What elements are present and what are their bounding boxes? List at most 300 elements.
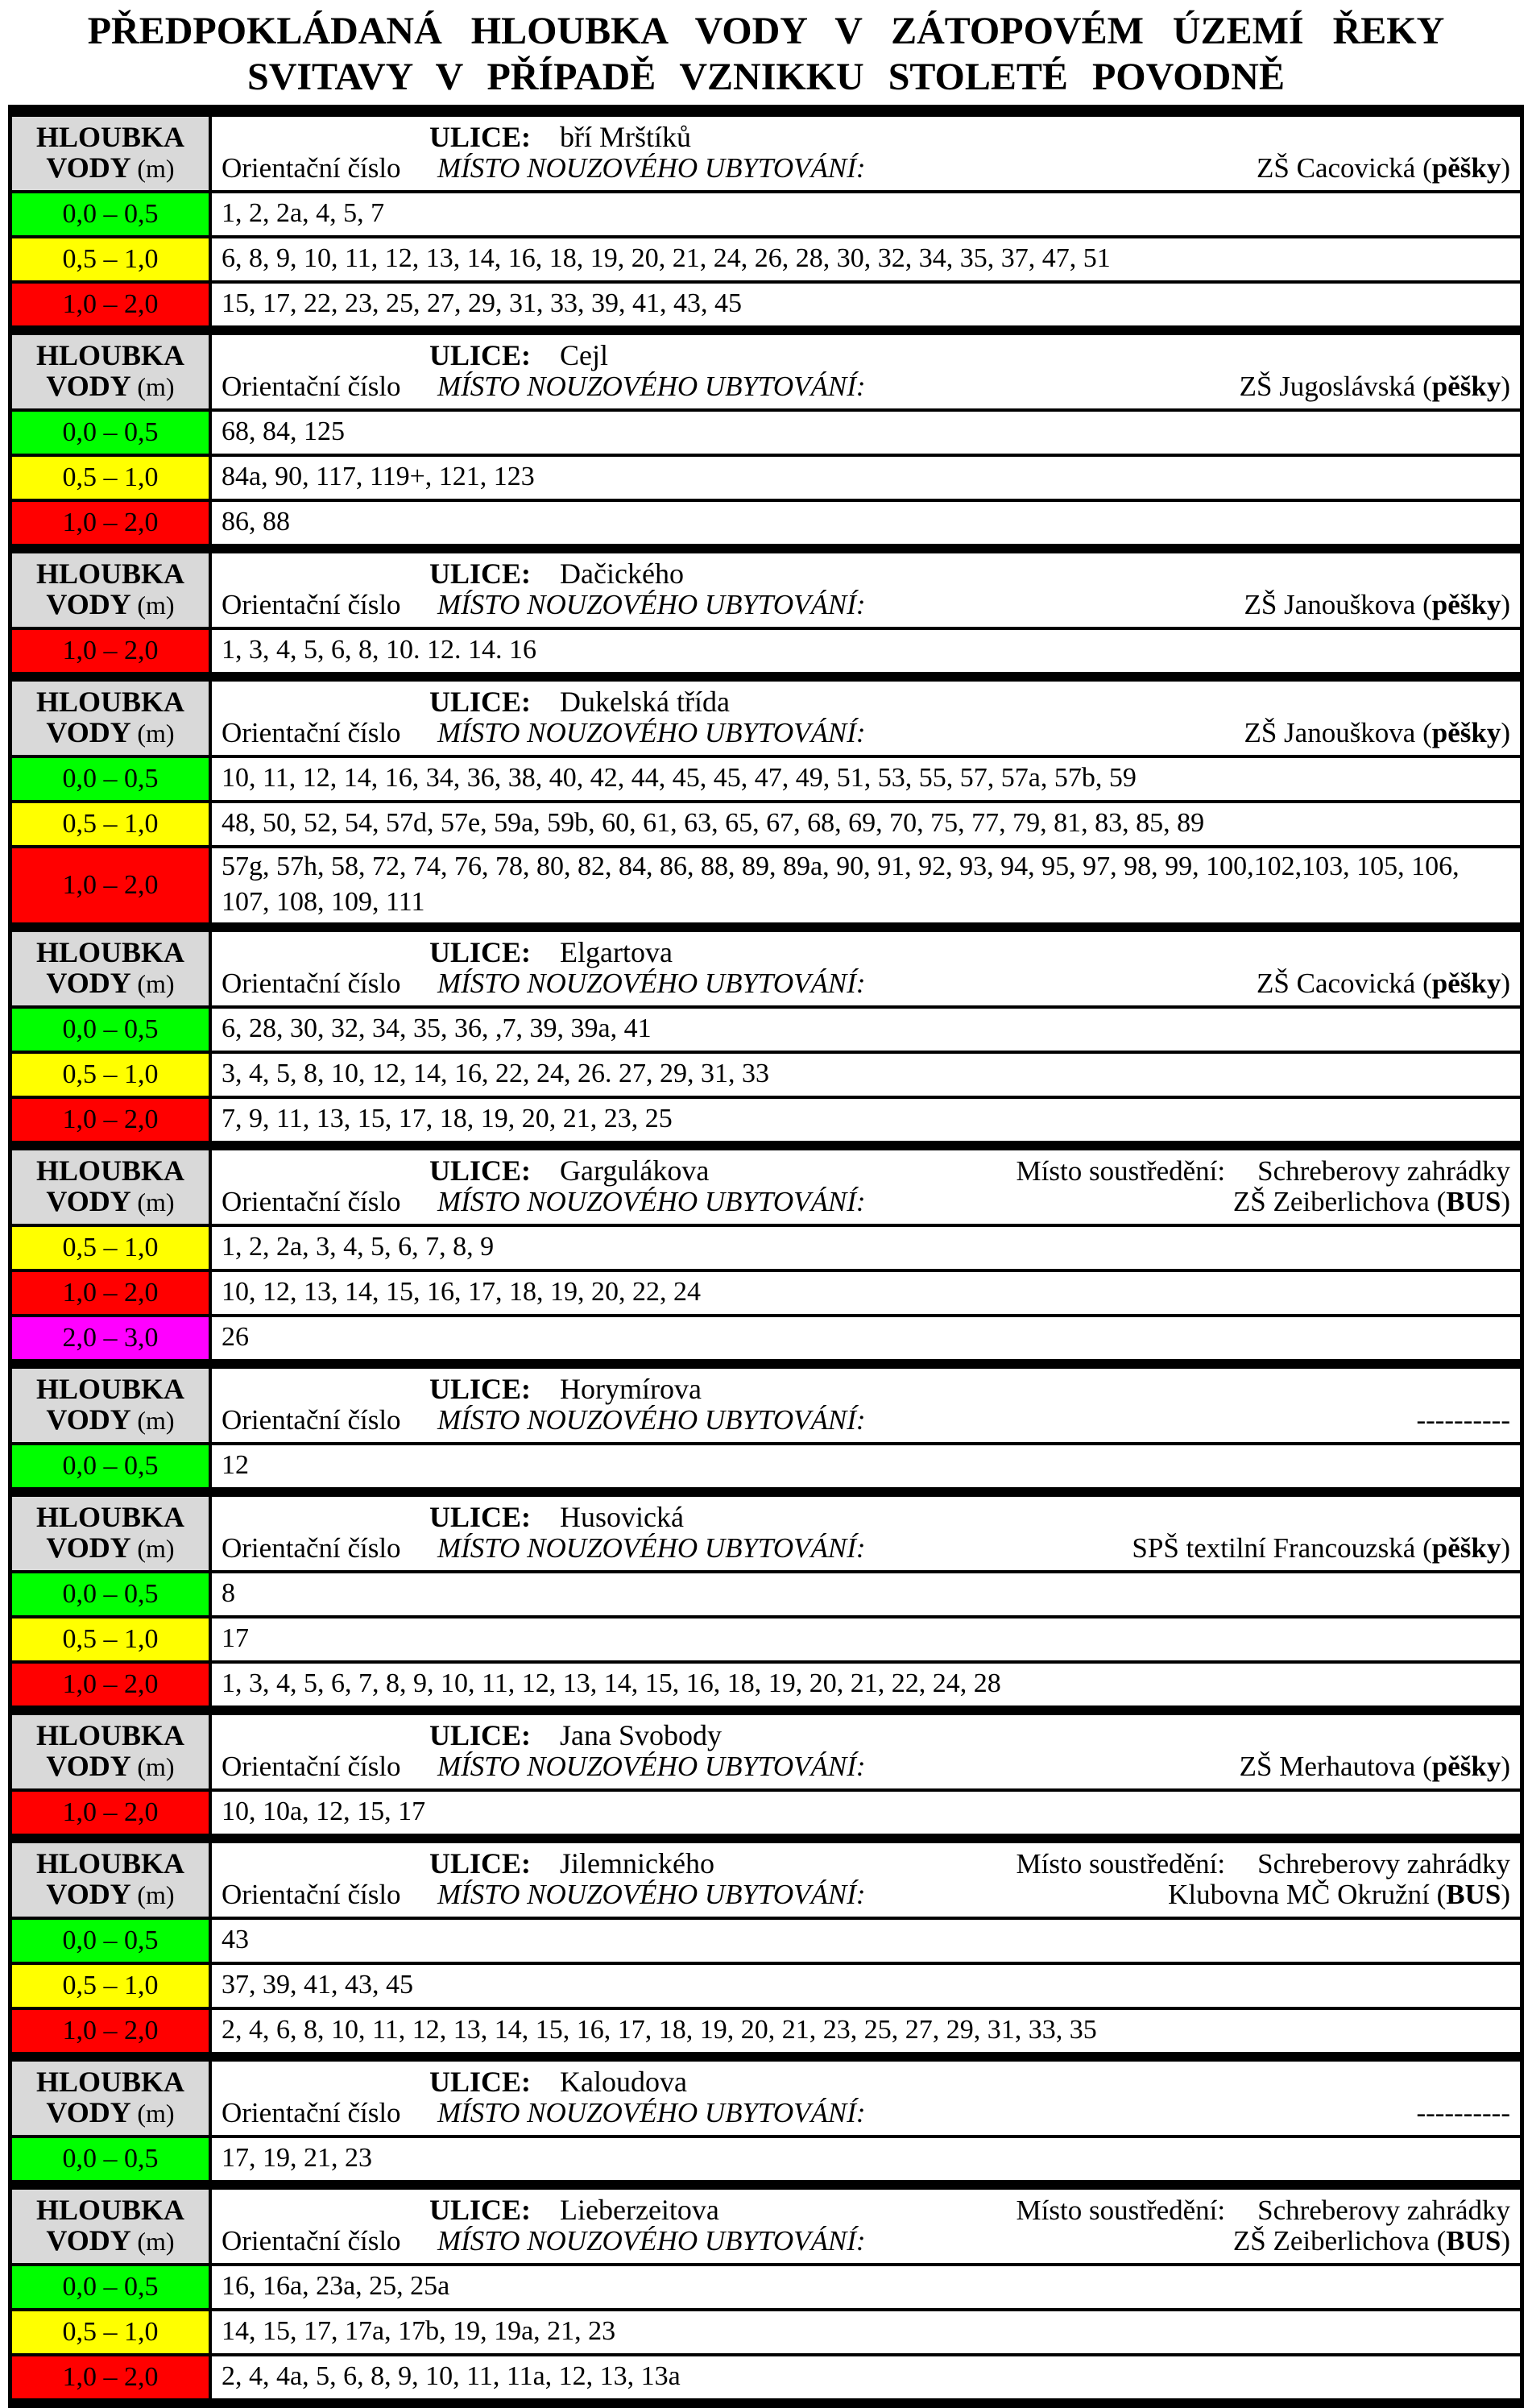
house-numbers-cell: 15, 17, 22, 23, 25, 27, 29, 31, 33, 39, 41, 43, 45 [222, 288, 742, 318]
section-header [12, 553, 1520, 627]
depth-header-cell [12, 1715, 212, 1788]
emergency-shelter-value [1228, 590, 1510, 620]
shelter-line [222, 968, 1510, 999]
house-numbers-cell: 10, 12, 13, 14, 15, 16, 17, 18, 19, 20, 22, 24 [222, 1277, 701, 1307]
street-line [222, 340, 1510, 371]
depth-range-cell: 0,0 – 0,5 [12, 193, 212, 235]
depth-range-cell: 0,0 – 0,5 [12, 1920, 212, 1962]
depth-header-vody: VODY [46, 370, 130, 402]
orientation-number-label: Orientační číslo [222, 1751, 401, 1782]
title-line-1: PŘEDPOKLÁDANÁ HLOUBKA VODY V ZÁTOPOVÉM ÚZEMÍ ŘEKY [87, 10, 1445, 52]
depth-unit: (m) [137, 719, 175, 748]
emergency-shelter-value [1400, 2098, 1510, 2128]
orientation-number-label: Orientační číslo [222, 371, 401, 402]
shelter-line [222, 153, 1510, 184]
house-numbers-cell: 7, 9, 11, 13, 15, 17, 18, 19, 20, 21, 23, 25 [222, 1104, 673, 1134]
street-name: Gargulákova [560, 1154, 710, 1187]
depth-range-cell: 0,0 – 0,5 [12, 2266, 212, 2308]
shelter-suffix: ) [1501, 589, 1510, 620]
shelter-name: ZŠ Cacovická ( [1257, 152, 1432, 184]
house-numbers-cell: 1, 3, 4, 5, 6, 8, 10. 12. 14. 16 [222, 635, 536, 665]
street-label: ULICE: [429, 339, 532, 371]
depth-unit: (m) [137, 1752, 175, 1781]
section-header [12, 1150, 1520, 1224]
house-numbers-cell: 48, 50, 52, 54, 57d, 57e, 59a, 59b, 60, 61, 63, 65, 67, 68, 69, 70, 75, 77, 79, 81, 83, 85, 89 [222, 808, 1205, 838]
depth-row [12, 235, 1520, 280]
house-numbers-cell: 16, 16a, 23a, 25, 25a [222, 2271, 450, 2301]
shelter-name: ---------- [1416, 2097, 1510, 2128]
street-section [12, 2190, 1520, 2408]
depth-unit: (m) [137, 591, 175, 620]
depth-range-cell: 0,5 – 1,0 [12, 1965, 212, 2007]
depth-header-word2 [46, 1879, 174, 1910]
depth-unit: (m) [137, 2227, 175, 2256]
emergency-shelter-label: MÍSTO NOUZOVÉHO UBYTOVÁNÍ: [437, 2225, 866, 2257]
depth-header-cell [12, 1150, 212, 1224]
shelter-name: ZŠ Zeiberlichova ( [1232, 2225, 1447, 2257]
depth-range-cell: 0,0 – 0,5 [12, 1009, 212, 1051]
assembly-point [1017, 1849, 1510, 1880]
shelter-suffix: ) [1501, 717, 1510, 748]
depth-row [12, 1962, 1520, 2007]
depth-header-cell [12, 932, 212, 1005]
street-line [222, 937, 1510, 968]
shelter-transport-mode: pěšky [1431, 371, 1501, 402]
depth-row [12, 845, 1520, 922]
shelter-transport-mode: pěšky [1431, 968, 1501, 999]
depth-header-vody: VODY [46, 2224, 130, 2257]
depth-row [12, 454, 1520, 499]
house-numbers-cell: 86, 88 [222, 507, 290, 537]
street-section [12, 117, 1520, 335]
depth-header-cell [12, 2062, 212, 2135]
depth-range-cell: 1,0 – 2,0 [12, 2010, 212, 2052]
shelter-line [222, 371, 1510, 402]
depth-header-word1: HLOUBKA [35, 1847, 185, 1880]
house-numbers-cell: 1, 2, 2a, 4, 5, 7 [222, 198, 385, 228]
emergency-shelter-value [1228, 718, 1510, 748]
depth-header-word2 [46, 2225, 174, 2257]
depth-row [12, 408, 1520, 454]
flood-depth-table [8, 105, 1524, 2408]
shelter-line [222, 1187, 1510, 1217]
shelter-suffix: ) [1501, 1186, 1510, 1217]
depth-range-cell: 0,5 – 1,0 [12, 1054, 212, 1096]
shelter-line [222, 1751, 1510, 1782]
street-label: ULICE: [429, 1373, 532, 1405]
house-numbers-cell: 1, 2, 2a, 3, 4, 5, 6, 7, 8, 9 [222, 1232, 495, 1262]
depth-range-cell: 0,0 – 0,5 [12, 758, 212, 800]
street-line [222, 1155, 1510, 1187]
section-header-right [212, 1715, 1520, 1788]
section-header-right [212, 1497, 1520, 1570]
shelter-name: Klubovna MČ Okružní ( [1168, 1879, 1447, 1910]
depth-row [12, 1269, 1520, 1314]
street-name: Horymírova [560, 1373, 702, 1405]
shelter-name: SPŠ textilní Francouzská ( [1132, 1532, 1432, 1564]
depth-row [12, 2263, 1520, 2308]
street-label: ULICE: [429, 2066, 532, 2098]
section-header [12, 2190, 1520, 2263]
depth-row [12, 1005, 1520, 1051]
street-line [222, 2066, 1510, 2097]
emergency-shelter-value [1217, 2226, 1510, 2257]
assembly-value: Schreberovy zahrádky [1257, 1155, 1510, 1187]
house-numbers-cell: 8 [222, 1578, 235, 1608]
depth-header-word1: HLOUBKA [35, 1154, 185, 1187]
house-numbers-cell: 68, 84, 125 [222, 417, 345, 446]
street-section [12, 932, 1520, 1150]
section-header-right [212, 2062, 1520, 2135]
depth-range-cell: 0,5 – 1,0 [12, 2311, 212, 2353]
house-numbers-cell: 37, 39, 41, 43, 45 [222, 1970, 413, 2000]
emergency-shelter-label: MÍSTO NOUZOVÉHO UBYTOVÁNÍ: [437, 968, 866, 999]
street-line [222, 558, 1510, 589]
assembly-label: Místo soustředění: [1016, 1155, 1226, 1187]
street-label: ULICE: [429, 1154, 532, 1187]
shelter-suffix: ) [1501, 968, 1510, 999]
house-numbers-cell: 43 [222, 1925, 249, 1954]
orientation-number-label: Orientační číslo [222, 152, 401, 184]
depth-range-cell: 0,5 – 1,0 [12, 238, 212, 280]
depth-unit: (m) [137, 1406, 175, 1435]
depth-header-cell [12, 117, 212, 190]
shelter-transport-mode: pěšky [1431, 589, 1501, 620]
section-header-right [212, 2190, 1520, 2263]
house-numbers-cell: 2, 4, 4a, 5, 6, 8, 9, 10, 11, 11a, 12, 13, 13a [222, 2361, 681, 2391]
depth-header-vody: VODY [46, 716, 130, 748]
street-label: ULICE: [429, 936, 532, 968]
shelter-suffix: ) [1501, 1532, 1510, 1564]
street-name: Husovická [560, 1501, 684, 1533]
shelter-transport-mode: BUS [1446, 1186, 1501, 1217]
emergency-shelter-label: MÍSTO NOUZOVÉHO UBYTOVÁNÍ: [437, 2097, 866, 2128]
street-line [222, 122, 1510, 152]
assembly-label: Místo soustředění: [1016, 2195, 1226, 2226]
depth-header-cell [12, 1369, 212, 1442]
section-header [12, 1497, 1520, 1570]
depth-unit: (m) [137, 1880, 175, 1909]
depth-range-cell: 0,0 – 0,5 [12, 412, 212, 454]
emergency-shelter-value [1400, 1405, 1510, 1436]
shelter-transport-mode: pěšky [1431, 1532, 1501, 1564]
depth-header-cell [12, 682, 212, 755]
depth-header-word1: HLOUBKA [35, 339, 185, 371]
depth-unit: (m) [137, 2099, 175, 2128]
depth-row [12, 1224, 1520, 1269]
house-numbers-cell: 3, 4, 5, 8, 10, 12, 14, 16, 22, 24, 26. 27, 29, 31, 33 [222, 1059, 769, 1088]
depth-header-vody: VODY [46, 1531, 130, 1564]
shelter-transport-mode: pěšky [1431, 1751, 1501, 1782]
depth-header-word2 [46, 2097, 174, 2128]
street-name: Dukelská třída [560, 686, 730, 718]
street-line [222, 1720, 1510, 1751]
depth-header-word2 [46, 1186, 174, 1217]
depth-range-cell: 0,0 – 0,5 [12, 1573, 212, 1615]
shelter-transport-mode: pěšky [1431, 152, 1501, 184]
section-header-right [212, 335, 1520, 408]
depth-row [12, 190, 1520, 235]
street-section [12, 682, 1520, 932]
shelter-suffix: ) [1501, 371, 1510, 402]
emergency-shelter-label: MÍSTO NOUZOVÉHO UBYTOVÁNÍ: [437, 1879, 866, 1910]
shelter-line [222, 1880, 1510, 1910]
depth-header-cell [12, 1843, 212, 1917]
orientation-number-label: Orientační číslo [222, 717, 401, 748]
depth-row [12, 280, 1520, 325]
emergency-shelter-value [1116, 1533, 1510, 1564]
section-header-right [212, 1150, 1520, 1224]
depth-row [12, 1660, 1520, 1705]
emergency-shelter-label: MÍSTO NOUZOVÉHO UBYTOVÁNÍ: [437, 1532, 866, 1564]
shelter-line [222, 2098, 1510, 2128]
document-title [8, 0, 1524, 100]
shelter-line [222, 2226, 1510, 2257]
depth-header-word1: HLOUBKA [35, 936, 185, 968]
depth-row [12, 2353, 1520, 2398]
depth-header-word1: HLOUBKA [35, 2066, 185, 2098]
depth-row [12, 1314, 1520, 1359]
emergency-shelter-label: MÍSTO NOUZOVÉHO UBYTOVÁNÍ: [437, 1751, 866, 1782]
house-numbers-cell: 12 [222, 1450, 249, 1480]
depth-row [12, 2308, 1520, 2353]
depth-header-word2 [46, 1404, 174, 1436]
section-header-right [212, 932, 1520, 1005]
depth-row [12, 1917, 1520, 1962]
section-header-right [212, 1843, 1520, 1917]
street-section [12, 335, 1520, 553]
depth-range-cell: 1,0 – 2,0 [12, 284, 212, 325]
depth-range-cell: 1,0 – 2,0 [12, 848, 212, 922]
shelter-suffix: ) [1501, 1879, 1510, 1910]
street-line [222, 1848, 1510, 1880]
depth-header-word2 [46, 968, 174, 999]
shelter-name: ZŠ Janouškova ( [1244, 717, 1432, 748]
street-line [222, 2195, 1510, 2226]
section-header [12, 335, 1520, 408]
orientation-number-label: Orientační číslo [222, 1532, 401, 1564]
house-numbers-cell: 17, 19, 21, 23 [222, 2143, 372, 2173]
house-numbers-cell: 10, 10a, 12, 15, 17 [222, 1797, 426, 1826]
depth-header-word2 [46, 371, 174, 402]
emergency-shelter-label: MÍSTO NOUZOVÉHO UBYTOVÁNÍ: [437, 152, 866, 184]
assembly-value: Schreberovy zahrádky [1257, 2195, 1510, 2226]
assembly-label: Místo soustředění: [1016, 1848, 1226, 1880]
street-section [12, 1843, 1520, 2062]
depth-header-word2 [46, 717, 174, 748]
depth-row [12, 1051, 1520, 1096]
depth-row [12, 1788, 1520, 1834]
shelter-name: ZŠ Merhautova ( [1239, 1751, 1432, 1782]
depth-range-cell: 2,0 – 3,0 [12, 1317, 212, 1359]
street-label: ULICE: [429, 1847, 532, 1880]
orientation-number-label: Orientační číslo [222, 2225, 401, 2257]
depth-range-cell: 1,0 – 2,0 [12, 1792, 212, 1834]
depth-unit: (m) [137, 1534, 175, 1563]
depth-header-word2 [46, 1532, 174, 1564]
house-numbers-cell: 57g, 57h, 58, 72, 74, 76, 78, 80, 82, 84, 86, 88, 89, 89a, 90, 91, 92, 93, 94, 95, 97, 98, 99, 100,102,103, 105, 106, 107, 108, 109, 111 [222, 852, 1460, 917]
section-header [12, 1715, 1520, 1788]
depth-unit: (m) [137, 154, 175, 183]
street-name: Cejl [560, 339, 609, 371]
depth-header-vody: VODY [46, 1750, 130, 1782]
depth-header-cell [12, 335, 212, 408]
street-label: ULICE: [429, 2194, 532, 2226]
depth-header-word1: HLOUBKA [35, 1501, 185, 1533]
depth-range-cell: 1,0 – 2,0 [12, 502, 212, 544]
section-header [12, 682, 1520, 755]
shelter-name: ZŠ Janouškova ( [1244, 589, 1432, 620]
street-line [222, 1374, 1510, 1404]
street-name: Dačického [560, 557, 684, 590]
house-numbers-cell: 26 [222, 1322, 249, 1352]
shelter-suffix: ) [1501, 152, 1510, 184]
house-numbers-cell: 6, 28, 30, 32, 34, 35, 36, ,7, 39, 39a, 41 [222, 1013, 652, 1043]
section-header-right [212, 1369, 1520, 1442]
depth-header-word1: HLOUBKA [35, 121, 185, 153]
section-header [12, 1369, 1520, 1442]
depth-header-word1: HLOUBKA [35, 1719, 185, 1751]
section-header-right [212, 117, 1520, 190]
depth-row [12, 1615, 1520, 1660]
house-numbers-cell: 17 [222, 1623, 249, 1653]
shelter-suffix: ) [1501, 1751, 1510, 1782]
shelter-line [222, 1533, 1510, 1564]
street-name: Jana Svobody [560, 1719, 723, 1751]
orientation-number-label: Orientační číslo [222, 1404, 401, 1436]
depth-header-cell [12, 1497, 212, 1570]
street-name: Kaloudova [560, 2066, 687, 2098]
street-label: ULICE: [429, 686, 532, 718]
house-numbers-cell: 84a, 90, 117, 119+, 121, 123 [222, 462, 535, 491]
shelter-name: ZŠ Zeiberlichova ( [1232, 1186, 1447, 1217]
orientation-number-label: Orientační číslo [222, 968, 401, 999]
depth-header-word2 [46, 1751, 174, 1782]
depth-range-cell: 1,0 – 2,0 [12, 1664, 212, 1705]
depth-header-word1: HLOUBKA [35, 686, 185, 718]
section-header [12, 117, 1520, 190]
depth-header-word2 [46, 152, 174, 184]
house-numbers-cell: 1, 3, 4, 5, 6, 7, 8, 9, 10, 11, 12, 13, 14, 15, 16, 18, 19, 20, 21, 22, 24, 28 [222, 1668, 1001, 1698]
street-name: Jilemnického [560, 1847, 714, 1880]
house-numbers-cell: 6, 8, 9, 10, 11, 12, 13, 14, 16, 18, 19, 20, 21, 24, 26, 28, 30, 32, 34, 35, 37, 47, 51 [222, 243, 1111, 273]
depth-header-cell [12, 553, 212, 627]
depth-header-vody: VODY [46, 151, 130, 184]
depth-header-vody: VODY [46, 1185, 130, 1217]
house-numbers-cell: 14, 15, 17, 17a, 17b, 19, 19a, 21, 23 [222, 2316, 616, 2346]
street-section [12, 1150, 1520, 1369]
depth-range-cell: 0,5 – 1,0 [12, 457, 212, 499]
street-label: ULICE: [429, 1719, 532, 1751]
section-header [12, 932, 1520, 1005]
street-name: Lieberzeitova [560, 2194, 719, 2226]
assembly-value: Schreberovy zahrádky [1257, 1848, 1510, 1880]
assembly-point [1017, 2195, 1510, 2226]
depth-range-cell: 1,0 – 2,0 [12, 630, 212, 672]
shelter-transport-mode: BUS [1446, 1879, 1501, 1910]
emergency-shelter-value [1224, 371, 1510, 402]
depth-row [12, 755, 1520, 800]
assembly-point [1017, 1156, 1510, 1187]
street-line [222, 1502, 1510, 1532]
street-section [12, 1497, 1520, 1715]
depth-range-cell: 0,0 – 0,5 [12, 2138, 212, 2180]
street-name: Elgartova [560, 936, 673, 968]
emergency-shelter-label: MÍSTO NOUZOVÉHO UBYTOVÁNÍ: [437, 1186, 866, 1217]
depth-row [12, 1096, 1520, 1141]
depth-range-cell: 1,0 – 2,0 [12, 1272, 212, 1314]
house-numbers-cell: 10, 11, 12, 14, 16, 34, 36, 38, 40, 42, 44, 45, 45, 47, 49, 51, 53, 55, 57, 57a, 57b, 59 [222, 763, 1137, 793]
depth-range-cell: 1,0 – 2,0 [12, 1099, 212, 1141]
emergency-shelter-value [1224, 1751, 1510, 1782]
depth-range-cell: 0,5 – 1,0 [12, 803, 212, 845]
depth-unit: (m) [137, 372, 175, 401]
depth-unit: (m) [137, 1187, 175, 1216]
depth-header-word1: HLOUBKA [35, 1373, 185, 1405]
depth-header-word1: HLOUBKA [35, 2194, 185, 2226]
shelter-transport-mode: BUS [1446, 2225, 1501, 2257]
shelter-name: ZŠ Cacovická ( [1257, 968, 1432, 999]
depth-row [12, 2007, 1520, 2052]
depth-header-word1: HLOUBKA [35, 557, 185, 590]
street-line [222, 686, 1510, 717]
emergency-shelter-value [1152, 1880, 1510, 1910]
street-label: ULICE: [429, 1501, 532, 1533]
shelter-transport-mode: pěšky [1431, 717, 1501, 748]
emergency-shelter-label: MÍSTO NOUZOVÉHO UBYTOVÁNÍ: [437, 589, 866, 620]
shelter-line [222, 718, 1510, 748]
depth-header-cell [12, 2190, 212, 2263]
depth-unit: (m) [137, 969, 175, 998]
orientation-number-label: Orientační číslo [222, 1186, 401, 1217]
depth-row [12, 800, 1520, 845]
street-label: ULICE: [429, 557, 532, 590]
depth-header-vody: VODY [46, 2096, 130, 2128]
depth-row [12, 499, 1520, 544]
title-line-2: SVITAVY V PŘÍPADĚ VZNIKKU STOLETÉ POVODNĚ [247, 56, 1285, 98]
emergency-shelter-value [1240, 968, 1510, 999]
emergency-shelter-label: MÍSTO NOUZOVÉHO UBYTOVÁNÍ: [437, 371, 866, 402]
depth-header-vody: VODY [46, 1403, 130, 1436]
street-name: bří Mrštíků [560, 121, 692, 153]
depth-row [12, 1570, 1520, 1615]
section-header [12, 2062, 1520, 2135]
section-header-right [212, 553, 1520, 627]
shelter-name: ---------- [1416, 1404, 1510, 1436]
street-section [12, 2062, 1520, 2190]
depth-row [12, 1442, 1520, 1487]
emergency-shelter-label: MÍSTO NOUZOVÉHO UBYTOVÁNÍ: [437, 1404, 866, 1436]
shelter-line [222, 590, 1510, 620]
depth-range-cell: 0,5 – 1,0 [12, 1227, 212, 1269]
shelter-name: ZŠ Jugoslávská ( [1239, 371, 1432, 402]
depth-header-vody: VODY [46, 1878, 130, 1910]
house-numbers-cell: 2, 4, 6, 8, 10, 11, 12, 13, 14, 15, 16, 17, 18, 19, 20, 21, 23, 25, 27, 29, 31, 33, 35 [222, 2015, 1097, 2045]
orientation-number-label: Orientační číslo [222, 2097, 401, 2128]
emergency-shelter-value [1240, 153, 1510, 184]
street-label: ULICE: [429, 121, 532, 153]
depth-row [12, 627, 1520, 672]
depth-header-vody: VODY [46, 588, 130, 620]
street-section [12, 1369, 1520, 1497]
depth-range-cell: 0,5 – 1,0 [12, 1618, 212, 1660]
depth-header-word2 [46, 589, 174, 620]
depth-row [12, 2135, 1520, 2180]
section-header [12, 1843, 1520, 1917]
orientation-number-label: Orientační číslo [222, 589, 401, 620]
emergency-shelter-label: MÍSTO NOUZOVÉHO UBYTOVÁNÍ: [437, 717, 866, 748]
street-section [12, 553, 1520, 682]
